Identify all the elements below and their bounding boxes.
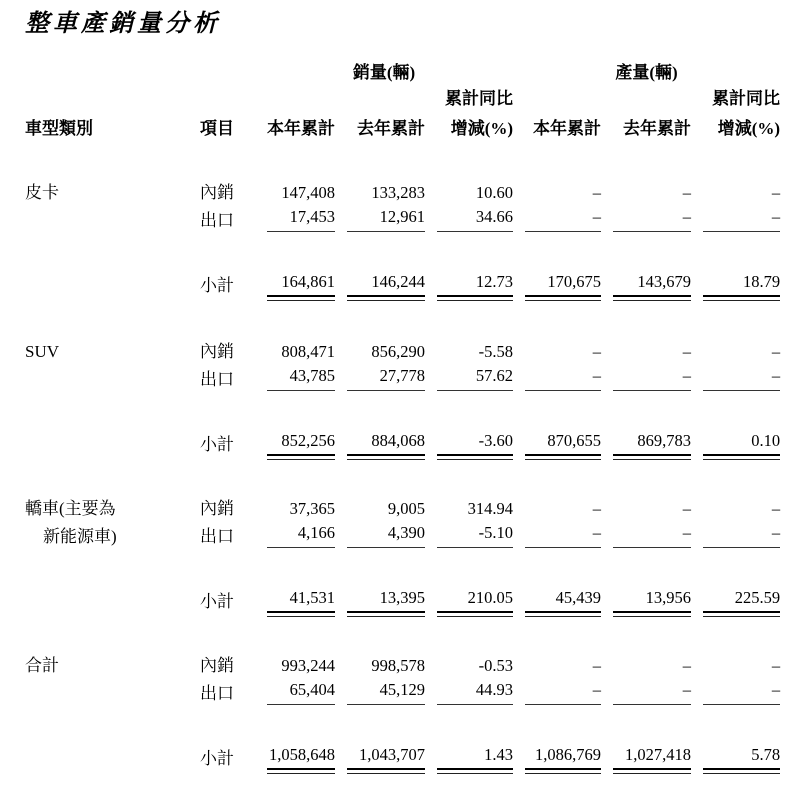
row-item-label: 內銷 [200, 342, 234, 361]
cell-value: 869,783 [613, 430, 691, 456]
cell-value: – [682, 342, 692, 361]
numeric-cell [601, 520, 691, 548]
spacer-cell [25, 140, 780, 176]
spacer-row [25, 456, 780, 492]
table-row-total-subtotal [25, 742, 780, 770]
numeric-cell [691, 176, 780, 204]
numeric-cell [335, 585, 425, 613]
cell-value: – [771, 656, 781, 675]
spacer-cell [25, 705, 780, 742]
cell-value: 808,471 [281, 342, 335, 361]
item-column-header: 項目 [200, 119, 234, 138]
table-row-pickup-domestic [25, 176, 780, 204]
cell-value: 43,785 [267, 365, 335, 391]
category-spacer-cell [25, 269, 200, 297]
numeric-cell [255, 520, 335, 548]
numeric-cell [691, 742, 780, 770]
column-header-row [25, 110, 780, 140]
row-item-label: 小計 [200, 435, 234, 454]
spacer-row [25, 548, 780, 585]
cell-value: – [592, 183, 602, 202]
numeric-cell [513, 204, 601, 232]
cell-value: 45,129 [347, 679, 425, 705]
category-label: 轎車(主要為 [25, 499, 116, 518]
cell-value: – [703, 206, 780, 232]
empty-cell [25, 84, 425, 110]
cell-value: 37,365 [289, 499, 335, 518]
production-yoy-header-line2: 增減(%) [717, 119, 781, 138]
cell-value: – [771, 342, 781, 361]
numeric-cell [425, 428, 513, 456]
cell-value: – [525, 365, 601, 391]
production-last-year-header: 去年累計 [623, 119, 692, 138]
cell-value: 170,675 [525, 271, 601, 297]
cell-value: – [613, 365, 691, 391]
numeric-cell [601, 428, 691, 456]
numeric-cell [601, 742, 691, 770]
table-row-pickup-subtotal [25, 269, 780, 297]
numeric-cell [425, 742, 513, 770]
numeric-cell [513, 335, 601, 363]
cell-value: 12.73 [437, 271, 513, 297]
cell-value: – [525, 206, 601, 232]
sales-yoy-header-line2: 增減(%) [450, 119, 514, 138]
cell-value: 164,861 [267, 271, 335, 297]
spacer-row [25, 297, 780, 335]
cell-value: 147,408 [281, 183, 335, 202]
cell-value: -5.58 [478, 342, 514, 361]
cell-value: 13,395 [347, 587, 425, 613]
cell-value: -3.60 [437, 430, 513, 456]
cell-value: 57.62 [437, 365, 513, 391]
cell-value: 210.05 [437, 587, 513, 613]
numeric-cell [513, 585, 601, 613]
cell-value: 143,679 [613, 271, 691, 297]
cell-value: 852,256 [267, 430, 335, 456]
cell-value: 1,058,648 [267, 744, 335, 770]
cell-value: 41,531 [267, 587, 335, 613]
numeric-cell [425, 585, 513, 613]
numeric-cell [691, 677, 780, 705]
cell-value: 4,166 [267, 522, 335, 548]
numeric-cell [255, 677, 335, 705]
numeric-cell [601, 363, 691, 391]
numeric-cell [335, 204, 425, 232]
empty-cell [25, 56, 200, 84]
cell-value: – [703, 679, 780, 705]
cell-value: 4,390 [347, 522, 425, 548]
numeric-cell [691, 363, 780, 391]
row-item-label: 小計 [200, 592, 234, 611]
cell-value: – [592, 499, 602, 518]
numeric-cell [255, 585, 335, 613]
numeric-cell [601, 204, 691, 232]
numeric-cell [335, 176, 425, 204]
numeric-cell [335, 335, 425, 363]
cell-value: – [682, 183, 692, 202]
category-label-line2 [25, 204, 200, 232]
cell-value: -5.10 [437, 522, 513, 548]
category-spacer-cell [25, 585, 200, 613]
cell-value: 0.10 [703, 430, 780, 456]
cell-value: 13,956 [613, 587, 691, 613]
numeric-cell [335, 492, 425, 520]
cell-value: – [613, 206, 691, 232]
cell-value: 10.60 [475, 183, 514, 202]
numeric-cell [425, 520, 513, 548]
category-label-line2 [25, 363, 200, 391]
numeric-cell [425, 269, 513, 297]
cell-value: – [613, 679, 691, 705]
cell-value: 1,027,418 [613, 744, 691, 770]
production-group-header: 產量(輛) [615, 63, 678, 82]
cell-value: 314.94 [467, 499, 514, 518]
spacer-row [25, 613, 780, 649]
production-yoy-header-line1: 累計同比 [712, 89, 781, 108]
spacer-cell [25, 232, 780, 269]
numeric-cell [255, 269, 335, 297]
sales-current-year-header: 本年累計 [267, 119, 335, 138]
numeric-cell [513, 649, 601, 677]
spacer-cell [25, 548, 780, 585]
row-item-label: 出口 [200, 211, 234, 230]
sections-body [25, 140, 780, 770]
numeric-cell [335, 742, 425, 770]
empty-cell [513, 84, 691, 110]
numeric-cell [601, 176, 691, 204]
row-item-label: 出口 [200, 684, 234, 703]
spacer-row [25, 391, 780, 428]
spacer-cell [25, 613, 780, 649]
numeric-cell [691, 492, 780, 520]
category-column-header: 車型類別 [25, 119, 93, 138]
numeric-cell [425, 363, 513, 391]
numeric-cell [335, 269, 425, 297]
spacer-cell [25, 391, 780, 428]
numeric-cell [255, 363, 335, 391]
table-row-sedan-domestic [25, 492, 780, 520]
numeric-cell [513, 176, 601, 204]
numeric-cell [513, 492, 601, 520]
numeric-cell [513, 677, 601, 705]
numeric-cell [425, 176, 513, 204]
numeric-cell [335, 520, 425, 548]
cell-value: 133,283 [371, 183, 425, 202]
numeric-cell [601, 677, 691, 705]
numeric-cell [691, 335, 780, 363]
numeric-cell [425, 335, 513, 363]
cell-value: – [703, 522, 780, 548]
table-row-suv-subtotal [25, 428, 780, 456]
spacer-row [25, 705, 780, 742]
row-item-label: 內銷 [200, 656, 234, 675]
cell-value: 1,086,769 [525, 744, 601, 770]
table-row-pickup-export [25, 204, 780, 232]
group-header-row [25, 56, 780, 84]
numeric-cell [255, 204, 335, 232]
cell-value: – [525, 679, 601, 705]
numeric-cell [513, 269, 601, 297]
sales-last-year-header: 去年累計 [357, 119, 425, 138]
numeric-cell [425, 492, 513, 520]
cell-value: -0.53 [478, 656, 514, 675]
numeric-cell [425, 204, 513, 232]
numeric-cell [513, 520, 601, 548]
numeric-cell [513, 428, 601, 456]
table-row-suv-domestic [25, 335, 780, 363]
numeric-cell [513, 363, 601, 391]
numeric-cell [601, 649, 691, 677]
production-sales-table [25, 56, 780, 770]
numeric-cell [335, 428, 425, 456]
cell-value: 1,043,707 [347, 744, 425, 770]
category-spacer-cell [25, 428, 200, 456]
cell-value: – [592, 656, 602, 675]
row-item-label: 小計 [200, 749, 234, 768]
row-item-label: 內銷 [200, 183, 234, 202]
cell-value: – [771, 183, 781, 202]
cell-value: 12,961 [347, 206, 425, 232]
cell-value: – [703, 365, 780, 391]
page-title: 整車產銷量分析 [25, 11, 221, 37]
cell-value: 225.59 [703, 587, 780, 613]
numeric-cell [601, 269, 691, 297]
numeric-cell [691, 204, 780, 232]
cell-value: 18.79 [703, 271, 780, 297]
cell-value: – [525, 522, 601, 548]
numeric-cell [691, 269, 780, 297]
numeric-cell [425, 649, 513, 677]
spacer-cell [25, 456, 780, 492]
cell-value: – [613, 522, 691, 548]
spacer-cell [25, 297, 780, 335]
numeric-cell [255, 428, 335, 456]
table-row-sedan-export [25, 520, 780, 548]
cell-value: 146,244 [347, 271, 425, 297]
cell-value: – [682, 499, 692, 518]
yoy-header-row [25, 84, 780, 110]
numeric-cell [255, 742, 335, 770]
cell-value: 9,005 [387, 499, 425, 518]
category-label-line2: 新能源車) [43, 527, 117, 546]
cell-value: – [682, 656, 692, 675]
numeric-cell [513, 742, 601, 770]
numeric-cell [691, 585, 780, 613]
category-label: SUV [25, 342, 60, 361]
sales-group-header: 銷量(輛) [352, 63, 416, 82]
cell-value: 65,404 [267, 679, 335, 705]
cell-value: – [771, 499, 781, 518]
cell-value: – [592, 342, 602, 361]
cell-value: 44.93 [437, 679, 513, 705]
numeric-cell [335, 363, 425, 391]
cell-value: 993,244 [281, 656, 335, 675]
numeric-cell [601, 585, 691, 613]
cell-value: 5.78 [703, 744, 780, 770]
numeric-cell [255, 649, 335, 677]
numeric-cell [255, 492, 335, 520]
cell-value: 1.43 [437, 744, 513, 770]
table-row-total-domestic [25, 649, 780, 677]
cell-value: 870,655 [525, 430, 601, 456]
numeric-cell [691, 520, 780, 548]
table-row-total-export [25, 677, 780, 705]
numeric-cell [335, 677, 425, 705]
cell-value: 884,068 [347, 430, 425, 456]
numeric-cell [255, 335, 335, 363]
row-item-label: 小計 [200, 276, 234, 295]
row-item-label: 出口 [200, 370, 234, 389]
category-label: 皮卡 [25, 183, 59, 202]
numeric-cell [691, 428, 780, 456]
cell-value: 17,453 [267, 206, 335, 232]
cell-value: 998,578 [371, 656, 425, 675]
numeric-cell [691, 649, 780, 677]
table-row-suv-export [25, 363, 780, 391]
empty-cell [200, 56, 255, 84]
cell-value: 27,778 [347, 365, 425, 391]
spacer-row [25, 232, 780, 269]
numeric-cell [425, 677, 513, 705]
numeric-cell [601, 335, 691, 363]
row-item-label: 內銷 [200, 499, 234, 518]
category-label: 合計 [25, 656, 59, 675]
numeric-cell [335, 649, 425, 677]
category-label-line2 [25, 677, 200, 705]
cell-value: 45,439 [525, 587, 601, 613]
row-item-label: 出口 [200, 527, 234, 546]
spacer-row [25, 140, 780, 176]
table-row-sedan-subtotal [25, 585, 780, 613]
numeric-cell [255, 176, 335, 204]
cell-value: 34.66 [437, 206, 513, 232]
numeric-cell [601, 492, 691, 520]
cell-value: 856,290 [371, 342, 425, 361]
sales-yoy-header-line1: 累計同比 [445, 89, 514, 108]
category-spacer-cell [25, 742, 200, 770]
production-current-year-header: 本年累計 [533, 119, 602, 138]
